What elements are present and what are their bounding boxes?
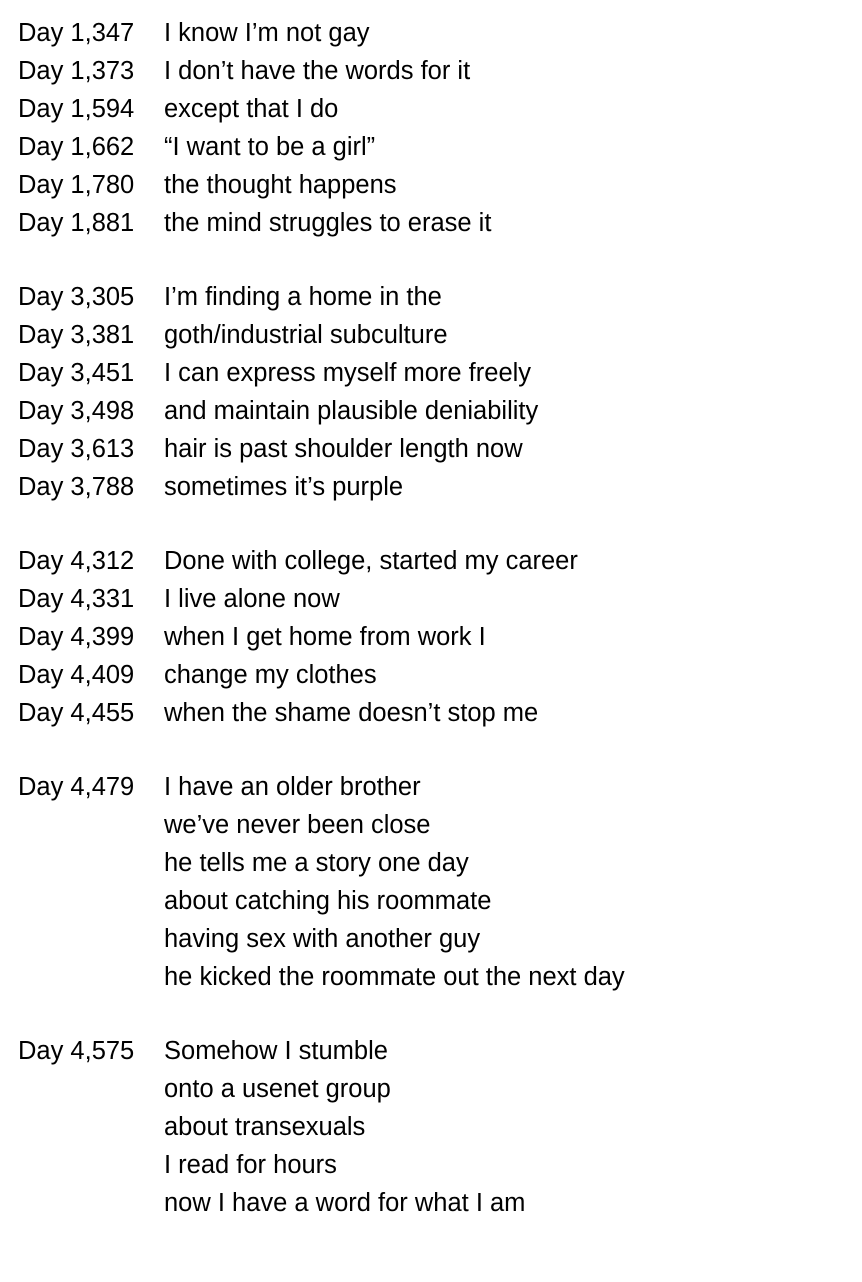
line-text: I read for hours xyxy=(164,1151,337,1179)
line-text: having sex with another guy xyxy=(164,925,481,953)
stanza-list xyxy=(18,14,862,1222)
poem-line xyxy=(18,694,862,732)
line-text: onto a usenet group xyxy=(164,1075,391,1103)
line-text: I can express myself more freely xyxy=(164,359,532,387)
line-text: about catching his roommate xyxy=(164,887,492,915)
poem-line xyxy=(18,90,862,128)
poem-line xyxy=(18,1032,862,1070)
poem-line xyxy=(18,1108,862,1146)
day-label: Day 4,409 xyxy=(18,661,135,689)
poem-line xyxy=(18,354,862,392)
line-text: when I get home from work I xyxy=(164,623,486,651)
day-label: Day 4,312 xyxy=(18,547,135,575)
poem-line xyxy=(18,14,862,52)
stanza xyxy=(18,278,862,506)
poem-line xyxy=(18,166,862,204)
poem-line xyxy=(18,316,862,354)
line-text: I don’t have the words for it xyxy=(164,57,471,85)
line-text: he tells me a story one day xyxy=(164,849,469,877)
poem-line xyxy=(18,1184,862,1222)
line-text: Somehow I stumble xyxy=(164,1037,388,1065)
poem-line xyxy=(18,958,862,996)
day-label: Day 3,451 xyxy=(18,359,135,387)
line-text: I know I’m not gay xyxy=(164,19,370,47)
poem-line xyxy=(18,844,862,882)
day-label: Day 1,347 xyxy=(18,19,135,47)
poem-line xyxy=(18,1070,862,1108)
day-label: Day 3,788 xyxy=(18,473,135,501)
line-text: change my clothes xyxy=(164,661,377,689)
poem-line xyxy=(18,204,862,242)
line-text: when the shame doesn’t stop me xyxy=(164,699,539,727)
line-text: the thought happens xyxy=(164,171,397,199)
day-label: Day 3,613 xyxy=(18,435,135,463)
line-text: sometimes it’s purple xyxy=(164,473,404,501)
line-text: I’m finding a home in the xyxy=(164,283,442,311)
poem-line xyxy=(18,128,862,166)
day-label: Day 4,331 xyxy=(18,585,135,613)
day-label: Day 4,479 xyxy=(18,773,135,801)
poem-line xyxy=(18,468,862,506)
day-label: Day 4,575 xyxy=(18,1037,135,1065)
line-text: Done with college, started my career xyxy=(164,547,578,575)
day-label: Day 1,662 xyxy=(18,133,135,161)
line-text: he kicked the roommate out the next day xyxy=(164,963,625,991)
line-text: the mind struggles to erase it xyxy=(164,209,492,237)
stanza xyxy=(18,768,862,996)
line-text: and maintain plausible deniability xyxy=(164,397,539,425)
poem-line xyxy=(18,278,862,316)
poem-line xyxy=(18,656,862,694)
day-label: Day 1,881 xyxy=(18,209,135,237)
line-text: I have an older brother xyxy=(164,773,421,801)
stanza xyxy=(18,542,862,732)
poem-line xyxy=(18,882,862,920)
poem-line xyxy=(18,806,862,844)
line-text: about transexuals xyxy=(164,1113,366,1141)
poem-line xyxy=(18,392,862,430)
day-label: Day 3,498 xyxy=(18,397,135,425)
stanza xyxy=(18,14,862,242)
poem-line xyxy=(18,920,862,958)
poem-line xyxy=(18,580,862,618)
poem-line xyxy=(18,768,862,806)
stanza xyxy=(18,1032,862,1222)
line-text: hair is past shoulder length now xyxy=(164,435,523,463)
poem-line xyxy=(18,52,862,90)
day-label: Day 3,381 xyxy=(18,321,135,349)
poem-line xyxy=(18,1146,862,1184)
line-text: except that I do xyxy=(164,95,339,123)
day-label: Day 4,399 xyxy=(18,623,135,651)
day-label: Day 4,455 xyxy=(18,699,135,727)
line-text: now I have a word for what I am xyxy=(164,1189,526,1217)
day-label: Day 3,305 xyxy=(18,283,135,311)
line-text: goth/industrial subculture xyxy=(164,321,448,349)
day-label: Day 1,594 xyxy=(18,95,135,123)
day-label: Day 1,373 xyxy=(18,57,135,85)
poem-line xyxy=(18,618,862,656)
line-text: we’ve never been close xyxy=(164,811,431,839)
line-text: “I want to be a girl” xyxy=(164,133,376,161)
day-label: Day 1,780 xyxy=(18,171,135,199)
poem-line xyxy=(18,430,862,468)
poem-line xyxy=(18,542,862,580)
line-text: I live alone now xyxy=(164,585,340,613)
